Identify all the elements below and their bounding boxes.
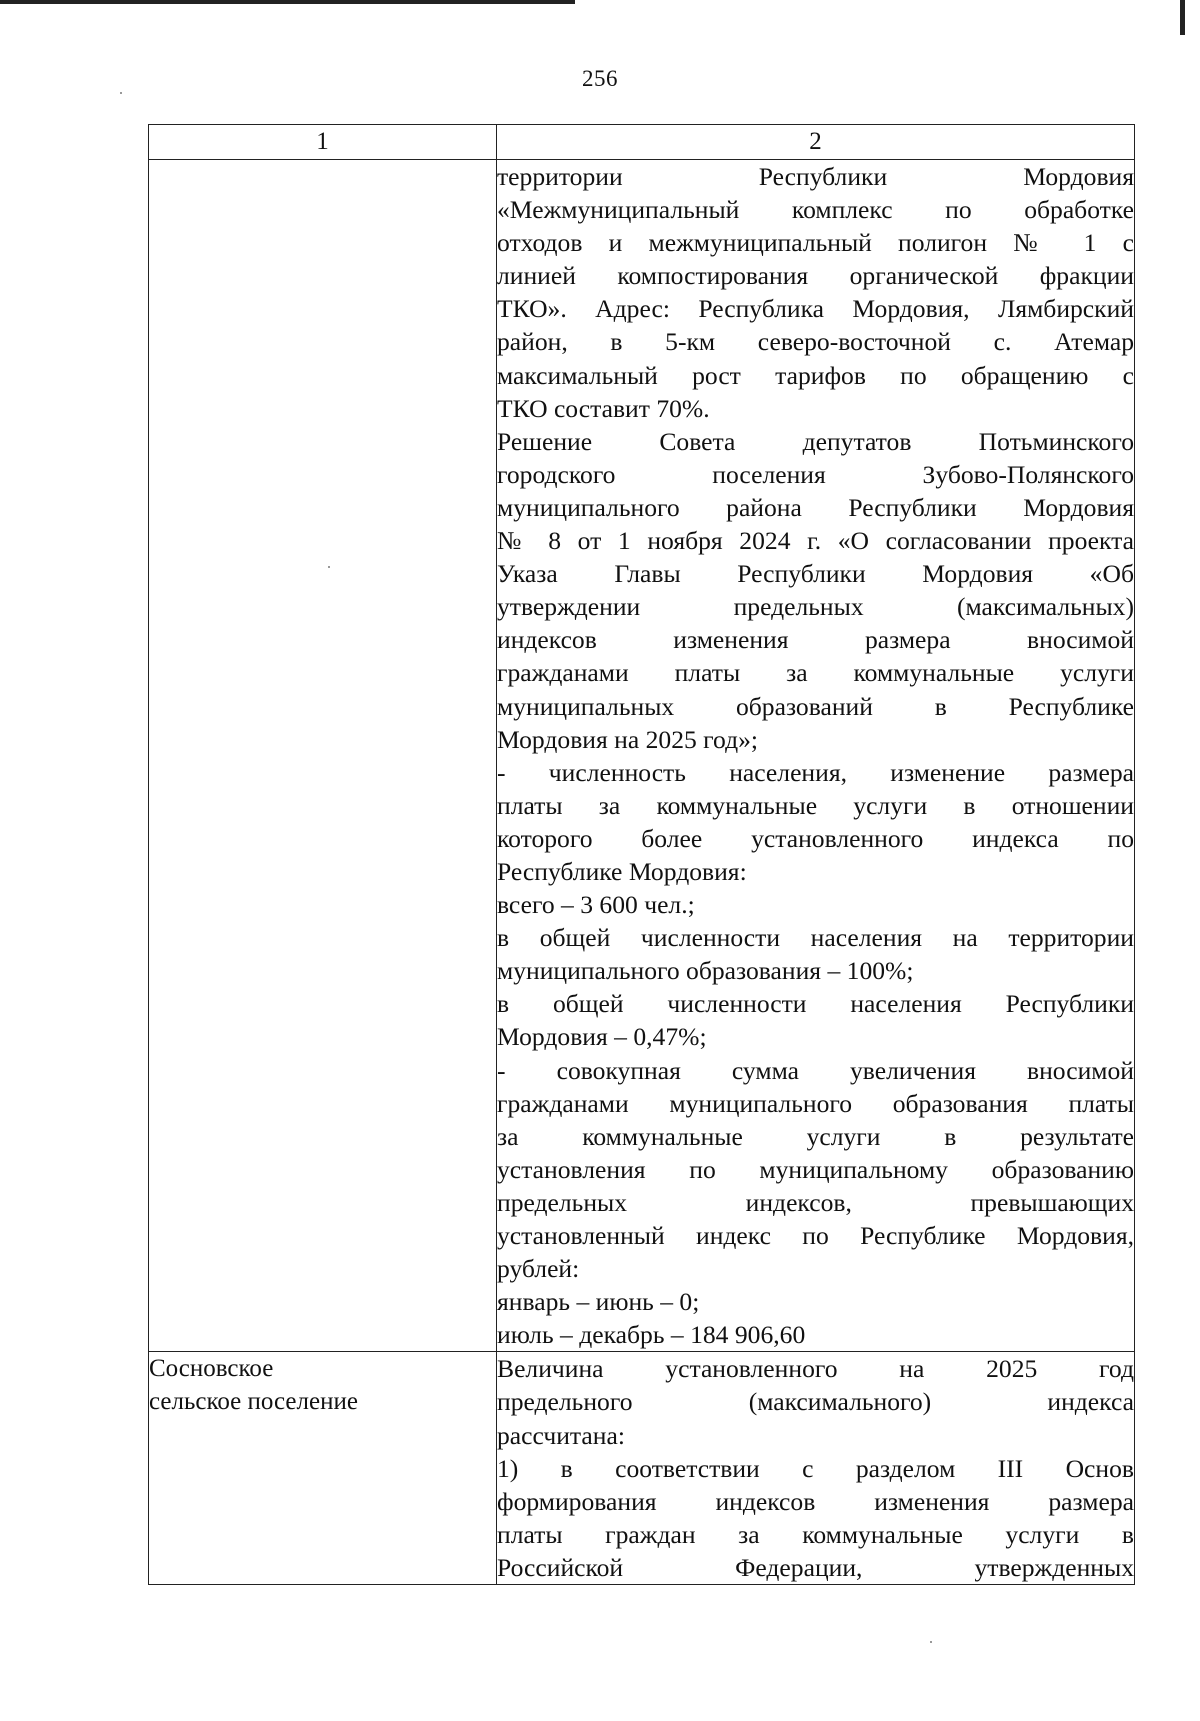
- description-line: Российской Федерации, утвержденных: [497, 1552, 1134, 1582]
- description-line: отходов и межмуниципальный полигон № 1 с: [497, 228, 1134, 258]
- description-line: июль – декабрь – 184 906,60: [497, 1320, 806, 1350]
- page-number: 256: [582, 66, 618, 91]
- description-line: Мордовия – 0,47%;: [497, 1022, 707, 1052]
- description-line: платы граждан за коммунальные услуги в: [497, 1519, 1134, 1549]
- description-line: предельного (максимального) индекса: [497, 1387, 1134, 1417]
- description-line: линией компостирования органической фракции: [497, 261, 1134, 291]
- description-line: ТКО составит 70%.: [497, 393, 710, 423]
- description-line: № 8 от 1 ноября 2024 г. «О согласовании проекта: [497, 526, 1134, 556]
- document-table: [148, 124, 1135, 1585]
- description-line: установленный индекс по Республике Мордовия,: [497, 1221, 1134, 1250]
- description-line: всего – 3 600 чел.;: [497, 890, 695, 920]
- column-header-1: 1: [149, 125, 497, 160]
- description-line: ТКО». Адрес: Республика Мордовия, Лямбирский: [497, 294, 1134, 324]
- settlement-name-cell: [149, 1352, 497, 1585]
- description-line: за коммунальные услуги в результате: [497, 1121, 1134, 1151]
- description-line: предельных индексов, превышающих: [497, 1187, 1134, 1217]
- description-line: формирования индексов изменения размера: [497, 1486, 1134, 1516]
- settlement-name-line: сельское поселение: [149, 1388, 358, 1416]
- description-line: установления по муниципальному образованию: [497, 1154, 1134, 1184]
- description-line: - совокупная сумма увеличения вносимой: [497, 1055, 1134, 1085]
- column-header-2: 2: [497, 125, 1135, 160]
- description-line: территории Республики Мордовия: [497, 162, 1134, 191]
- settlement-name-cell: [149, 160, 497, 1352]
- description-cell: [497, 1352, 1135, 1585]
- description-line: индексов изменения размера вносимой: [497, 625, 1134, 655]
- scan-top-border: [0, 0, 575, 4]
- description-line: Мордовия на 2025 год»;: [497, 724, 759, 754]
- description-line: - численность населения, изменение размера: [497, 757, 1134, 787]
- table-row: [149, 1352, 1135, 1585]
- description-line: муниципального образования – 100%;: [497, 956, 914, 986]
- description-cell: [497, 160, 1135, 1352]
- description-line: утверждении предельных (максимальных): [497, 592, 1134, 622]
- description-line: Решение Совета депутатов Потьминского: [497, 426, 1134, 456]
- settlement-name-line: Сосновское: [149, 1355, 274, 1383]
- scan-speck: [930, 1641, 932, 1643]
- scan-speck: [120, 92, 122, 94]
- description-line: гражданами платы за коммунальные услуги: [497, 658, 1134, 688]
- table-header-row: [149, 125, 1135, 160]
- description-line: Республике Мордовия:: [497, 856, 747, 886]
- description-line: максимальный рост тарифов по обращению с: [497, 360, 1134, 390]
- description-line: Указа Главы Республики Мордовия «Об: [497, 559, 1134, 589]
- description-line: 1) в соответствии с разделом III Основ: [497, 1453, 1134, 1483]
- description-line: гражданами муниципального образования платы: [497, 1088, 1134, 1118]
- description-line: в общей численности населения на территории: [497, 923, 1134, 953]
- description-line: которого более установленного индекса по: [497, 823, 1134, 853]
- description-line: рассчитана:: [497, 1420, 625, 1450]
- description-line: Величина установленного на 2025 год: [497, 1354, 1134, 1384]
- description-line: в общей численности населения Республики: [497, 989, 1134, 1019]
- description-line: рублей:: [497, 1254, 580, 1284]
- description-line: городского поселения Зубово-Полянского: [497, 459, 1134, 489]
- description-line: муниципального района Республики Мордовия: [497, 492, 1134, 522]
- scan-speck: [328, 566, 330, 568]
- table-row: [149, 160, 1135, 1352]
- scan-corner-mark: [1180, 0, 1185, 35]
- description-line: муниципальных образований в Республике: [497, 691, 1134, 721]
- description-line: «Межмуниципальный комплекс по обработке: [497, 195, 1134, 225]
- description-line: январь – июнь – 0;: [497, 1287, 700, 1317]
- description-line: платы за коммунальные услуги в отношении: [497, 790, 1134, 820]
- description-line: район, в 5-км северо-восточной с. Атемар: [497, 327, 1134, 357]
